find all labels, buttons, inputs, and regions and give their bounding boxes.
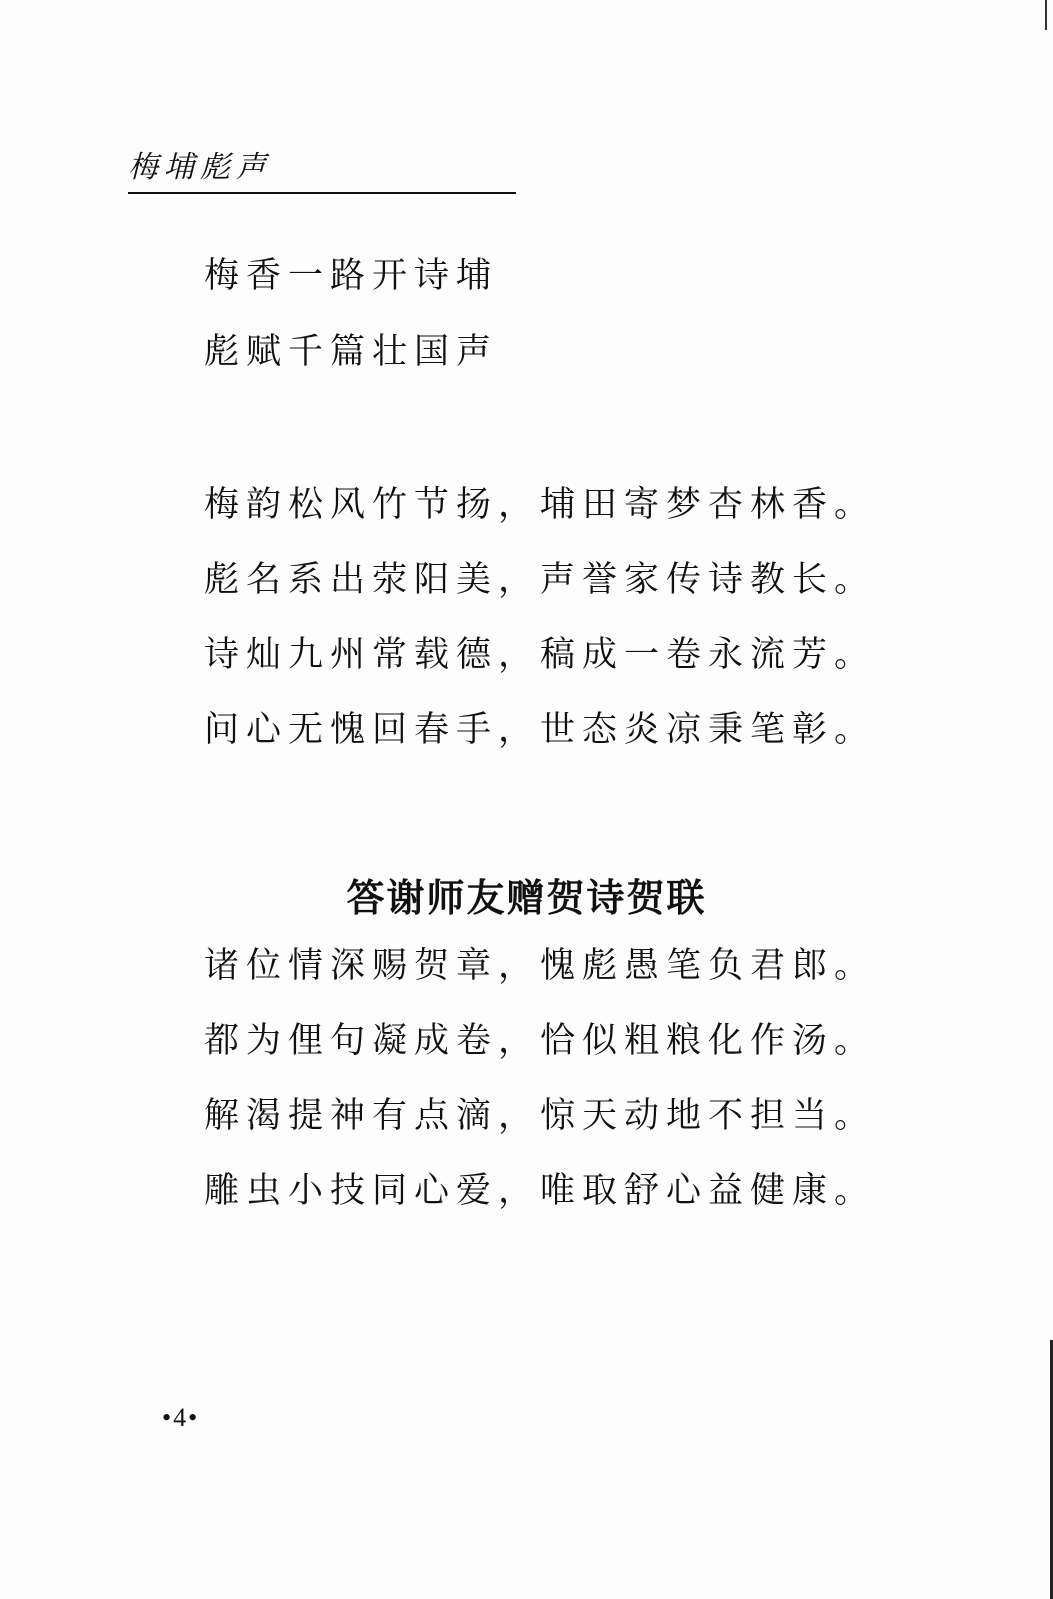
poem2-line-1: 诸位情深赐贺章，愧彪愚笔负君郎。 [204, 946, 877, 986]
poem2-line-3: 解渴提神有点滴，惊天动地不担当。 [204, 1096, 877, 1136]
dedication-line-1: 梅香一路开诗埔 [204, 256, 499, 296]
poem1-line-4: 问心无愧回春手，世态炎凉秉笔彰。 [204, 710, 877, 750]
poem1-line-3: 诗灿九州常载德，稿成一卷永流芳。 [204, 635, 877, 675]
poem2-line-4: 雕虫小技同心爱，唯取舒心益健康。 [204, 1171, 877, 1211]
dedication-line-2: 彪赋千篇壮国声 [204, 332, 499, 372]
page-edge-mark [1045, 0, 1047, 30]
poem1-line-2: 彪名系出荥阳美，声誉家传诗教长。 [204, 560, 877, 600]
running-header: 梅埔彪声 [128, 150, 516, 194]
poem1-line-1: 梅韵松风竹节扬，埔田寄梦杏林香。 [204, 485, 877, 525]
poem2-title: 答谢师友赠贺诗贺联 [346, 875, 707, 920]
page-number: •4• [162, 1403, 200, 1432]
poem2-line-2: 都为俚句凝成卷，恰似粗粮化作汤。 [204, 1021, 877, 1061]
